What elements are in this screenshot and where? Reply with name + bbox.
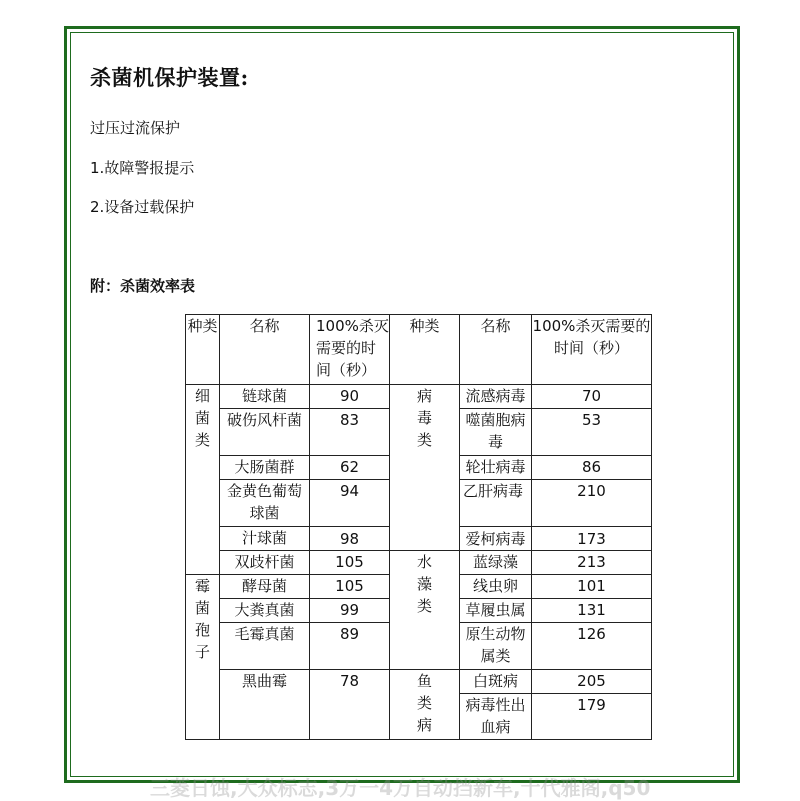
organism-name: 大粪真菌 xyxy=(220,599,310,623)
appendix-title: 附：杀菌效率表 xyxy=(90,277,196,295)
table-row xyxy=(186,670,652,694)
watermark-text: 三菱日蚀,大众标志,3万一4万自动挡新车,十代雅阁,q50 xyxy=(150,776,651,800)
kill-time: 101 xyxy=(532,575,652,599)
organism-name: 汁球菌 xyxy=(220,527,310,551)
organism-name: 白斑病 xyxy=(460,670,532,694)
organism-name: 破伤风杆菌 xyxy=(220,409,310,456)
category-fish-disease: 鱼 类 病 xyxy=(390,670,460,740)
organism-name: 酵母菌 xyxy=(220,575,310,599)
kill-time: 105 xyxy=(310,575,390,599)
organism-name: 乙肝病毒 xyxy=(460,480,532,527)
header-category-right: 种类 xyxy=(390,315,460,385)
organism-name: 草履虫属 xyxy=(460,599,532,623)
kill-time: 205 xyxy=(532,670,652,694)
organism-name: 黑曲霉 xyxy=(220,670,310,740)
organism-name: 大肠菌群 xyxy=(220,456,310,480)
kill-time: 62 xyxy=(310,456,390,480)
organism-name: 金黄色葡萄球菌 xyxy=(220,480,310,527)
kill-time: 179 xyxy=(532,694,652,740)
kill-time: 53 xyxy=(532,409,652,456)
paragraph-alarm: 1.故障警报提示 xyxy=(90,159,195,177)
paragraph-overcurrent: 过压过流保护 xyxy=(90,119,181,137)
kill-time: 126 xyxy=(532,623,652,670)
category-bacteria: 细 菌 类 xyxy=(186,385,220,575)
kill-time: 131 xyxy=(532,599,652,623)
header-category: 种类 xyxy=(186,315,220,385)
kill-time: 105 xyxy=(310,551,390,575)
table-header-row xyxy=(186,315,652,385)
kill-time: 173 xyxy=(532,527,652,551)
kill-time: 98 xyxy=(310,527,390,551)
category-virus: 病 毒 类 xyxy=(390,385,460,551)
table-row xyxy=(186,551,652,575)
kill-time: 99 xyxy=(310,599,390,623)
header-name-right: 名称 xyxy=(460,315,532,385)
organism-name: 噬菌胞病毒 xyxy=(460,409,532,456)
organism-name: 爱柯病毒 xyxy=(460,527,532,551)
category-mold-spores: 霉 菌 孢 子 xyxy=(186,575,220,740)
kill-time: 86 xyxy=(532,456,652,480)
kill-time: 213 xyxy=(532,551,652,575)
kill-time: 89 xyxy=(310,623,390,670)
header-time-right: 100%杀灭需要的时间（秒） xyxy=(532,315,652,385)
kill-time: 78 xyxy=(310,670,390,740)
organism-name: 蓝绿藻 xyxy=(460,551,532,575)
kill-time: 210 xyxy=(532,480,652,527)
organism-name: 链球菌 xyxy=(220,385,310,409)
table-row xyxy=(186,385,652,409)
kill-time: 90 xyxy=(310,385,390,409)
organism-name: 轮壮病毒 xyxy=(460,456,532,480)
organism-name: 原生动物属类 xyxy=(460,623,532,670)
organism-name: 病毒性出血病 xyxy=(460,694,532,740)
paragraph-overload: 2.设备过载保护 xyxy=(90,198,195,216)
kill-time: 70 xyxy=(532,385,652,409)
header-name: 名称 xyxy=(220,315,310,385)
organism-name: 双歧杆菌 xyxy=(220,551,310,575)
organism-name: 线虫卵 xyxy=(460,575,532,599)
page-heading: 杀菌机保护装置: xyxy=(90,65,249,90)
header-time: 100%杀灭需要的时间（秒） xyxy=(310,315,390,385)
sterilization-efficiency-table xyxy=(185,314,652,740)
kill-time: 94 xyxy=(310,480,390,527)
organism-name: 流感病毒 xyxy=(460,385,532,409)
kill-time: 83 xyxy=(310,409,390,456)
category-algae: 水 藻 类 xyxy=(390,551,460,670)
organism-name: 毛霉真菌 xyxy=(220,623,310,670)
